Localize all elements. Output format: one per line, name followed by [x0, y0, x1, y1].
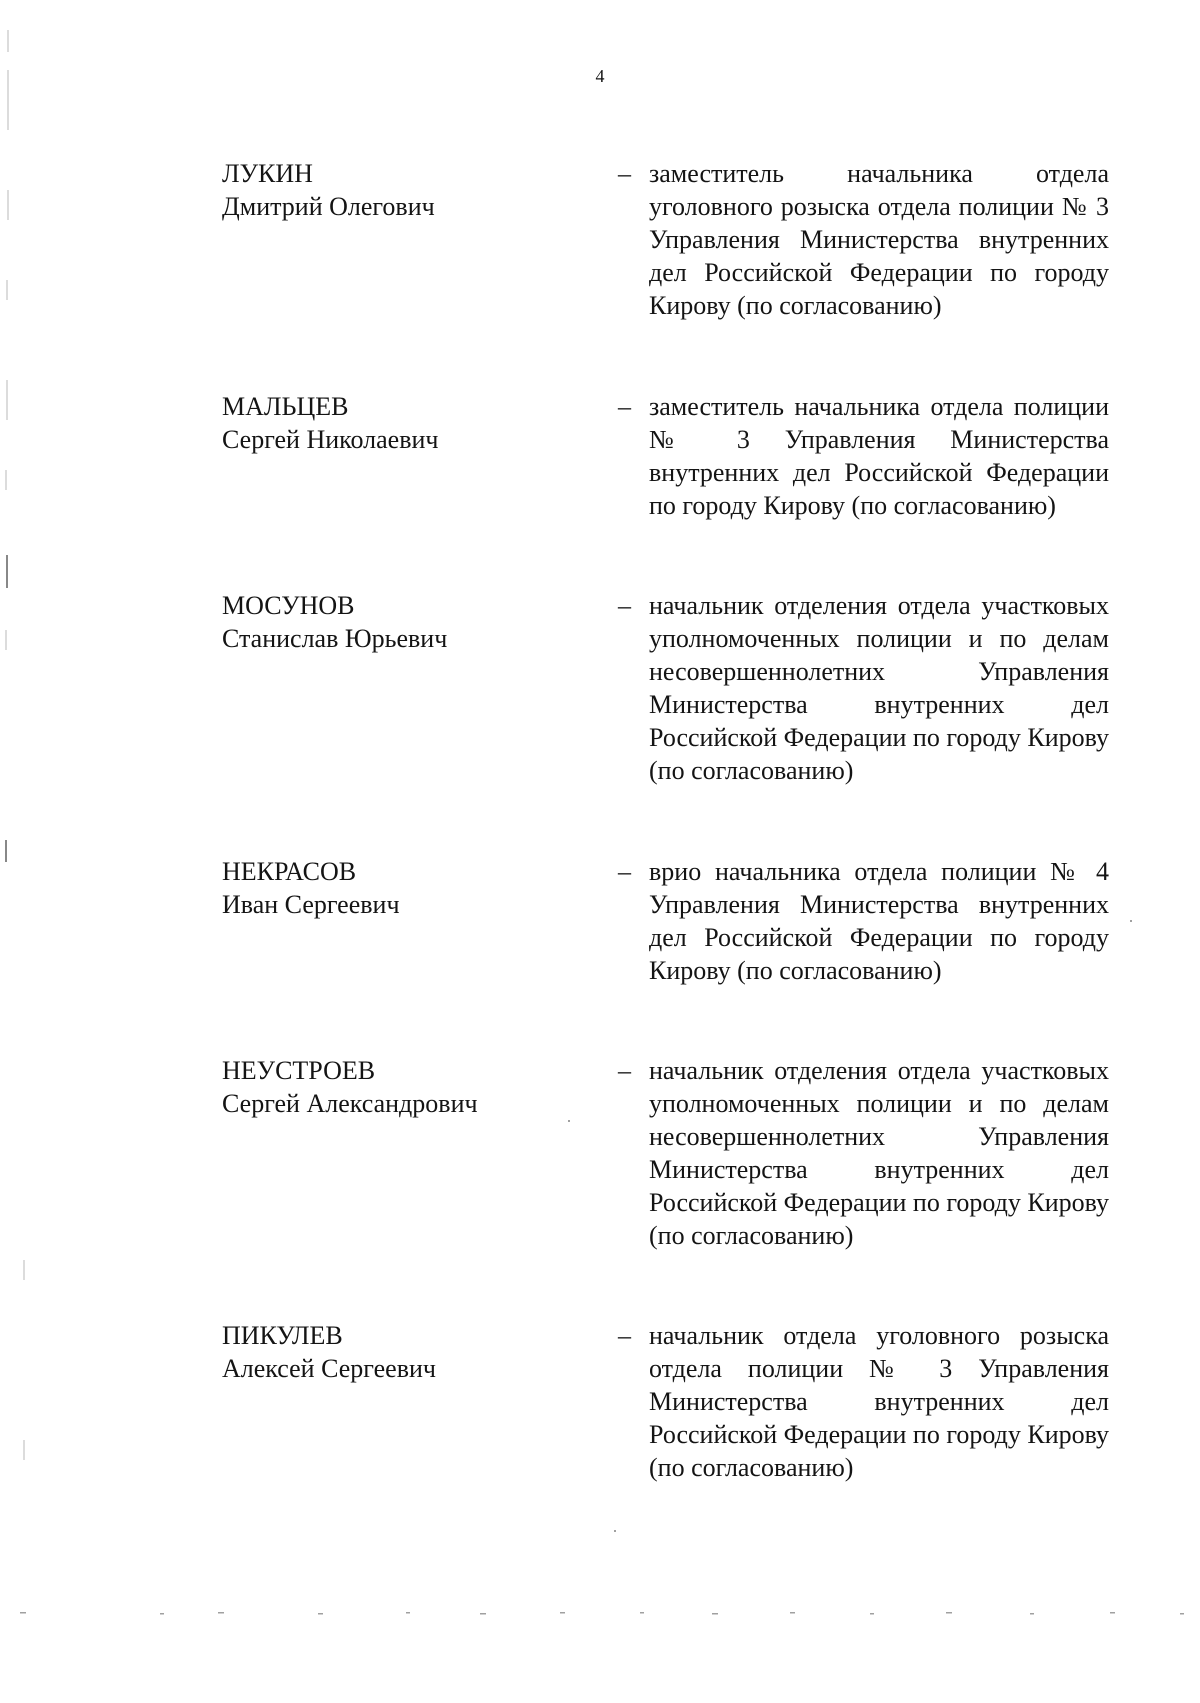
- person-name: [222, 589, 582, 655]
- person-name: [222, 1054, 582, 1120]
- person-surname: ЛУКИН: [222, 159, 313, 188]
- person-position: начальник отделения отдела участковых уполномоченных полиции и по делам несовершеннолетних Управления Министерства внутренних дел Российской Федерации по городу Кирову (по согласованию): [649, 1056, 1109, 1250]
- person-position: заместитель начальника отдела полиции № 3 Управления Министерства внутренних дел Российской Федерации по городу Кирову (по согласованию): [649, 392, 1109, 520]
- dash-separator: –: [618, 392, 631, 421]
- person-position: начальник отделения отдела участковых уполномоченных полиции и по делам несовершеннолетних Управления Министерства внутренних дел Российской Федерации по городу Кирову (по согласованию): [649, 591, 1109, 785]
- dash-separator: –: [618, 591, 631, 620]
- person-surname: МОСУНОВ: [222, 591, 355, 620]
- person-name: [222, 390, 582, 456]
- person-given-names: Сергей Николаевич: [222, 425, 439, 454]
- dash-separator: –: [618, 159, 631, 188]
- person-given-names: Станислав Юрьевич: [222, 624, 448, 653]
- person-surname: НЕУСТРОЕВ: [222, 1056, 376, 1085]
- person-given-names: Дмитрий Олегович: [222, 192, 435, 221]
- person-given-names: Сергей Александрович: [222, 1089, 478, 1118]
- person-given-names: Алексей Сергеевич: [222, 1354, 436, 1383]
- person-surname: ПИКУЛЕВ: [222, 1321, 343, 1350]
- dash-separator: –: [618, 1321, 631, 1350]
- person-given-names: Иван Сергеевич: [222, 890, 400, 919]
- person-name: [222, 1319, 582, 1385]
- person-position: врио начальника отдела полиции № 4 Управления Министерства внутренних дел Российской Федерации по городу Кирову (по согласованию): [649, 857, 1109, 985]
- page-number: 4: [595, 66, 605, 86]
- person-name: [222, 157, 582, 223]
- person-surname: МАЛЬЦЕВ: [222, 392, 349, 421]
- person-name: [222, 855, 582, 921]
- person-position: начальник отдела уголовного розыска отдела полиции № 3 Управления Министерства внутренних дел Российской Федерации по городу Кирову (по согласованию): [649, 1321, 1109, 1482]
- person-surname: НЕКРАСОВ: [222, 857, 357, 886]
- dash-separator: –: [618, 857, 631, 886]
- dash-separator: –: [618, 1056, 631, 1085]
- person-position: заместитель начальника отдела уголовного розыска отдела полиции № 3 Управления Министерства внутренних дел Российской Федерации по городу Кирову (по согласованию): [649, 159, 1109, 320]
